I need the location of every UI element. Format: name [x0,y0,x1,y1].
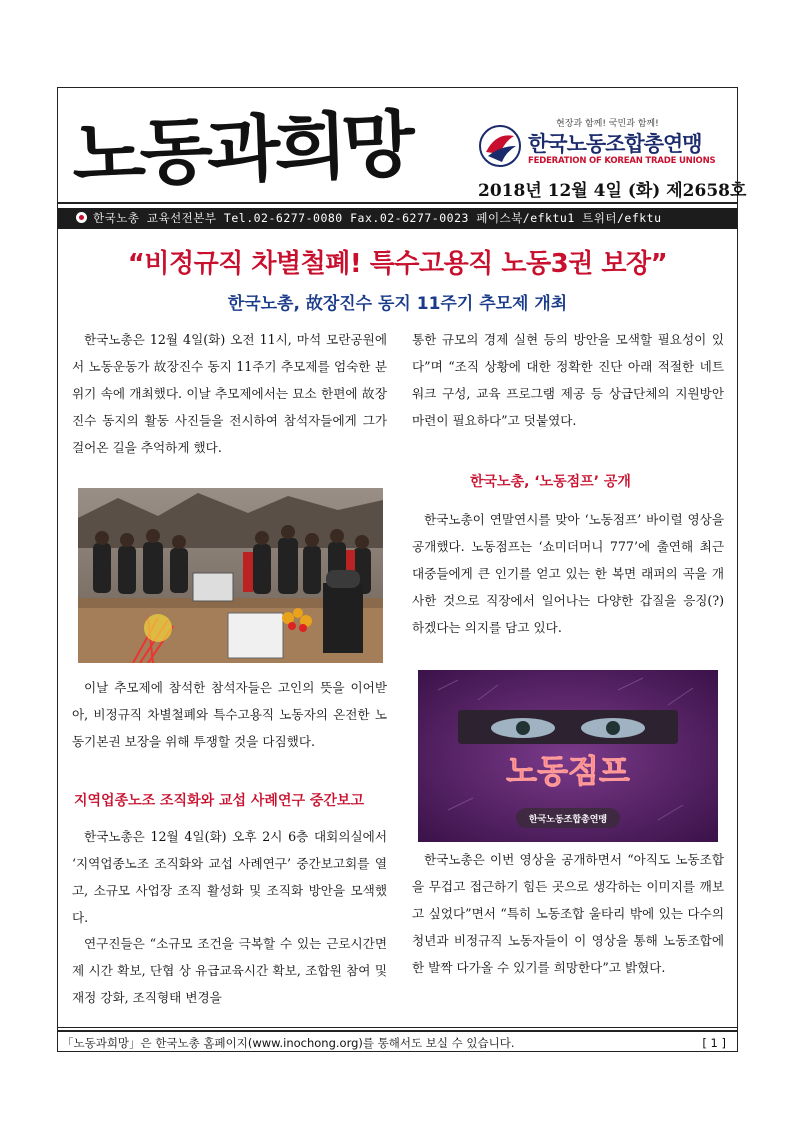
footer-text: 「노동과희망」은 한국노총 홈페이지(www.inochong.org)를 통해서도 보실 수 있습니다. [62,1036,515,1050]
memorial-photo [78,488,383,663]
footer-divider [58,1027,737,1028]
masthead-tagline: 현장과 함께! 국민과 함께! [556,119,659,129]
article-paragraph: 한국노총은 12월 4일(화) 오전 11시, 마석 모란공원에서 노동운동가 故장진수 동지 11주기 추모제를 엄숙한 분위기 속에 개최했다. 이날 추모제에서는 묘소 한편에 故장진수 동지의 활동 사진들을 전시하여 참석자들에게 그가 걸어온 길을 추억하게 했다. [72,332,387,455]
bullet-icon [76,212,87,223]
article-paragraph: 연구진들은 “소규모 조건을 극복할 수 있는 근로시간면제 시간 확보, 단협 상 유급교육시간 확보, 조합원 참여 및 재정 강화, 조직형태 변경을 [72,936,387,1005]
page-number: [ 1 ] [702,1036,726,1050]
contact-text: 한국노총 교육선전본부 Tel.02-6277-0080 Fax.02-6277-0023 페이스북/efktu1 트위터/efktu [93,211,662,225]
article-paragraph: 한국노총은 이번 영상을 공개하면서 “아직도 노동조합을 무겁고 접근하기 힘든 곳으로 생각하는 이미지를 깨보고 싶었다”면서 “특히 노동조합 울타리 밖에 있는 다수의 청년과 비정규직 노동자들이 이 영상을 통해 노동조합에 한 발짝 다가올 수 있기를 희망한다”고 밝혔다. [412,852,724,975]
org-name: 한국노동조합총연맹 [528,132,702,156]
org-english-name: FEDERATION OF KOREAN TRADE UNIONS [528,156,716,166]
video-title-text: 노동점프 [506,752,630,790]
header-divider [58,202,737,204]
section-title: 지역업종노조 조직화와 교섭 사례연구 중간보고 [74,793,364,809]
article-paragraph: 한국노총은 12월 4일(화) 오후 2시 6층 대회의실에서 ‘지역업종노조 조직화와 교섭 사례연구’ 중간보고회를 열고, 소규모 사업장 조직 활성화 및 조직화 방안을 모색했다. [72,829,387,925]
footer [62,1033,734,1053]
subheadline: 한국노총, 故장진수 동지 11주기 추모제 개최 [227,294,568,314]
masked-rapper-image [418,670,718,842]
footer-divider [58,1030,737,1032]
memorial-photo-image [78,488,383,663]
headline: “비정규직 차별철폐! 특수고용직 노동3권 보장” [127,249,668,279]
video-caption-text: 한국노동조합총연맹 [528,815,608,825]
article-paragraph: 통한 규모의 경제 실현 등의 방안을 모색할 필요성이 있다”며 “조직 상황에 대한 정확한 진단 아래 적절한 네트워크 구성, 교육 프로그램 제공 등 상급단체의 지원방안 마련이 필요하다”고 덧붙였다. [412,332,724,428]
masthead-title: 노동과희망 [70,101,411,198]
fktu-logo-icon [478,124,522,168]
contact-bar [58,208,737,229]
video-still [418,670,718,842]
issue-date: 2018년 12월 4일 (화) 제2658호 [478,181,747,201]
article-paragraph: 한국노총이 연말연시를 맞아 ‘노동점프’ 바이럴 영상을 공개했다. 노동점프는 ‘쇼미더머니 777’에 출연해 최근 대중들에게 큰 인기를 얻고 있는 한 복면 래퍼의 곡을 개사한 것으로 직장에서 일어나는 다양한 갑질을 응징(?) 하겠다는 의지를 담고 있다. [412,512,724,635]
section-title: 한국노총, ‘노동점프’ 공개 [470,474,631,490]
article-paragraph: 이날 추모제에 참석한 참석자들은 고인의 뜻을 이어받아, 비정규직 차별철폐와 특수고용직 노동자의 온전한 노동기본권 보장을 위해 투쟁할 것을 다짐했다. [72,680,387,749]
